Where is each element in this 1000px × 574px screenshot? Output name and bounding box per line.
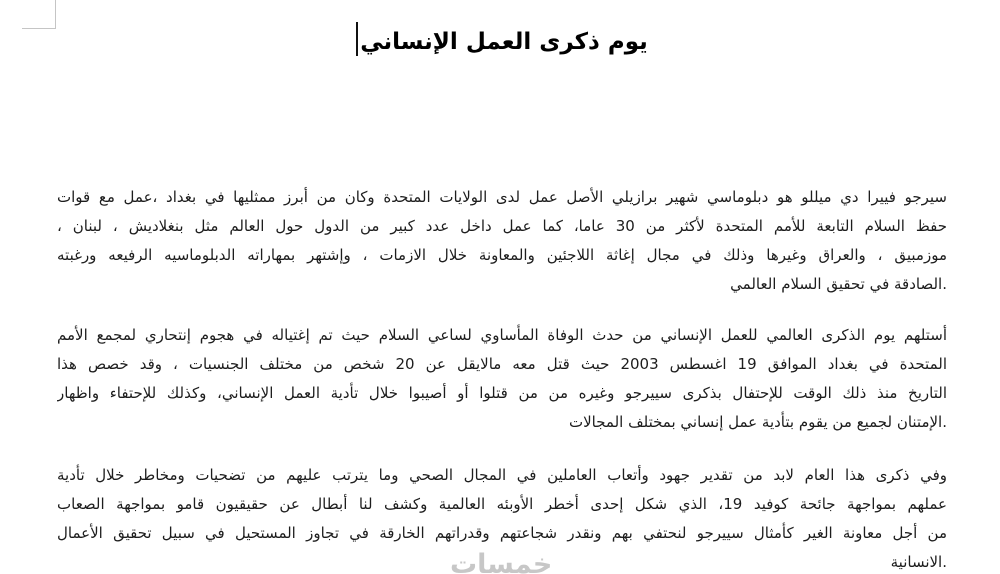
text-cursor <box>356 22 358 56</box>
margin-corner-mark-vertical <box>55 0 56 29</box>
paragraph-line[interactable]: عملهم بمواجهة جائحة كوفيد 19، الذي شكل إحدى أخطر الأوبئه العالمية وكشف لنا أبطال عن حقيقيون قامو بمواجهة الصعاب <box>57 495 947 513</box>
margin-corner-mark-horizontal <box>22 28 56 29</box>
paragraph-line[interactable]: أستلهم يوم الذكرى العالمي للعمل الإنساني من حدث الوفاة المأساوي لساعي السلام حيث تم إغتياله في هجوم إنتحاري لمجمع الأمم <box>57 326 947 344</box>
paragraph-line[interactable]: .الصادقة في تحقيق السلام العالمي <box>730 275 947 293</box>
paragraph-line[interactable]: حفظ السلام التابعة للأمم المتحدة لأكثر من 30 عاما، كما عمل داخل عدد كبير من الدول حول العالم مثل بنغلاديش ، لبنان ، <box>57 217 947 235</box>
text-area[interactable] <box>57 0 947 574</box>
paragraph-line[interactable]: موزمبيق ، والعراق وغيرها وذلك في مجال إغاثة اللاجئين والمعاونة خلال الازمات ، وإشتهر بمهاراته الدبلوماسيه الرفيعه ورغبته <box>57 246 947 264</box>
paragraph[interactable] <box>57 321 947 437</box>
document-title-text: يوم ذكرى العمل الإنساني <box>360 29 648 55</box>
paragraph-line[interactable]: المتحدة في بغداد الموافق 19 اغسطس 2003 حيث قتل معه مالايقل عن 20 شخص من مختلف الجنسيات ، وقد خصص هذا <box>57 355 947 373</box>
watermark: خمسات <box>450 549 553 574</box>
paragraph-line[interactable]: وفي ذكرى هذا العام لابد من تقدير جهود وأتعاب العاملين في المجال الصحي وما يترتب عليهم من تضحيات ومخاطر خلال تأدية <box>57 466 947 484</box>
paragraph-line[interactable]: سيرجو فييرا دي ميللو هو دبلوماسي شهير برازيلي الأصل عمل لدى الولايات المتحدة وكان من أبرز ممثليها في بغداد ،عمل مع قوات <box>57 188 947 206</box>
paragraph[interactable] <box>57 183 947 299</box>
paragraph-line[interactable]: التاريخ منذ ذلك الوقت للإحتفال بذكرى سييرجو وغيره من من قتلوا أو أصيبوا خلال تأدية العمل الإنساني، وكذلك للإحتفاء واظهار <box>57 384 947 402</box>
paragraph-line[interactable]: من أجل معاونة الغير كأمثال سييرجو لنحتفي بهم ونقدر شجاعتهم وقدراتهم الخارقة في تجاوز المستحيل في سبيل تحقيق الأعمال <box>57 524 947 542</box>
document-title[interactable] <box>57 22 947 56</box>
paragraph-line[interactable]: .الانسانية <box>890 553 947 571</box>
paragraph-line[interactable]: .الإمتنان لجميع من يقوم بتأدية عمل إنساني بمختلف المجالات <box>568 413 947 431</box>
